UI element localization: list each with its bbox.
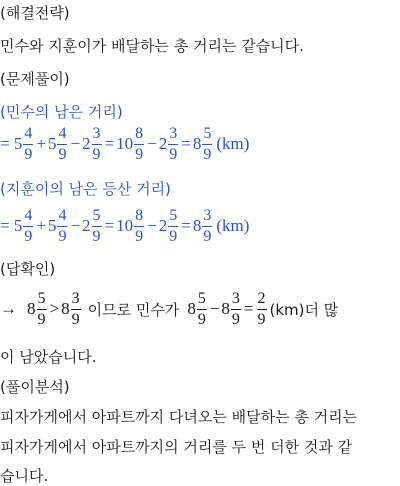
- eq1-whole-b: 5: [47, 134, 57, 153]
- answer-line-2: 이 남았습니다.: [0, 348, 97, 366]
- answer-check-heading: (답확인): [0, 260, 56, 278]
- compare-frac-q: $\frac{3}{9}$: [231, 289, 240, 328]
- compare-frac-diff: $\frac{2}{9}$: [257, 289, 266, 328]
- eq1-frac-r1: $\frac{8}{9}$: [135, 124, 144, 163]
- analysis-heading: (풀이분석): [0, 378, 70, 396]
- eq1-whole-c: 2: [82, 134, 91, 153]
- solution-heading: (해결전략): [0, 4, 70, 22]
- eq2-frac-result: $\frac{3}{9}$: [203, 206, 212, 245]
- compare-frac-p: $\frac{5}{9}$: [197, 289, 206, 328]
- eq2-whole-b: 5: [47, 216, 57, 235]
- eq1-frac-c: $\frac{3}{9}$: [92, 124, 101, 163]
- solution-text: 민수와 지훈이가 배달하는 총 거리는 같습니다.: [0, 37, 304, 55]
- compare-whole-q: 8: [221, 299, 230, 318]
- eq1-whole-result: 8: [192, 134, 202, 153]
- answer-mid-text: 이므로 민수가: [87, 300, 180, 319]
- eq2-whole-a: 5: [13, 216, 23, 235]
- eq1-whole-a: 5: [13, 134, 23, 153]
- eq2-frac-r2: $\frac{5}{9}$: [169, 206, 178, 245]
- eq2-whole-c: 2: [82, 216, 91, 235]
- eq1-frac-result: $\frac{5}{9}$: [203, 124, 212, 163]
- eq1-whole-r2: 2: [158, 134, 168, 153]
- answer-tail-text: (km)더 많: [269, 300, 339, 319]
- minsu-heading: (민수의 남은 거리): [0, 103, 123, 121]
- eq2-unit: (km): [216, 216, 250, 235]
- eq1-unit: (km): [216, 134, 250, 153]
- compare-whole-x: 8: [27, 299, 36, 318]
- eq2-frac-a: $\frac{4}{9}$: [24, 206, 33, 245]
- problem-heading: (문제풀이): [0, 70, 70, 88]
- eq1-frac-r2: $\frac{3}{9}$: [169, 124, 178, 163]
- compare-whole-p: 8: [187, 299, 196, 318]
- compare-frac-y: $\frac{3}{9}$: [71, 289, 80, 328]
- eq1-whole-r1: 10: [116, 134, 134, 153]
- eq2-whole-r1: 10: [116, 216, 134, 235]
- minsu-equation: = 5 $\frac{4}{9}$ + 5 $\frac{4}{9}$ − 2 $\frac{3}{9}$ = 10 $\frac{8}{9}$ − 2 $\frac{3}{9}$ = 8 $\frac{5}{9}$ (km): [0, 124, 250, 163]
- analysis-line-2: 피자가게에서 아파트까지의 거리를 두 번 더한 것과 같: [0, 438, 353, 456]
- eq2-frac-c: $\frac{5}{9}$: [92, 206, 101, 245]
- arrow-icon: →: [0, 299, 17, 318]
- eq1-frac-b: $\frac{4}{9}$: [58, 124, 67, 163]
- jihun-equation: = 5 $\frac{4}{9}$ + 5 $\frac{4}{9}$ − 2 $\frac{5}{9}$ = 10 $\frac{8}{9}$ − 2 $\frac{5}{9}$ = 8 $\frac{3}{9}$ (km): [0, 206, 250, 245]
- compare-whole-y: 8: [61, 299, 70, 318]
- compare-frac-x: $\frac{5}{9}$: [37, 289, 46, 328]
- eq2-frac-b: $\frac{4}{9}$: [58, 206, 67, 245]
- eq2-whole-result: 8: [192, 216, 202, 235]
- analysis-line-1: 피자가게에서 아파트까지 다녀오는 배달하는 총 거리는: [0, 408, 358, 426]
- analysis-line-3: 습니다.: [0, 467, 49, 485]
- eq1-frac-a: $\frac{4}{9}$: [24, 124, 33, 163]
- eq2-whole-r2: 2: [158, 216, 168, 235]
- eq2-frac-r1: $\frac{8}{9}$: [135, 206, 144, 245]
- comparison-line: → 8 $\frac{5}{9}$ > 8 $\frac{3}{9}$ 이므로 민수가 8 $\frac{5}{9}$ − 8 $\frac{3}{9}$ = $\frac{2}{9}$ (km)더 많: [0, 289, 339, 328]
- jihun-heading: (지훈이의 남은 등산 거리): [0, 180, 171, 198]
